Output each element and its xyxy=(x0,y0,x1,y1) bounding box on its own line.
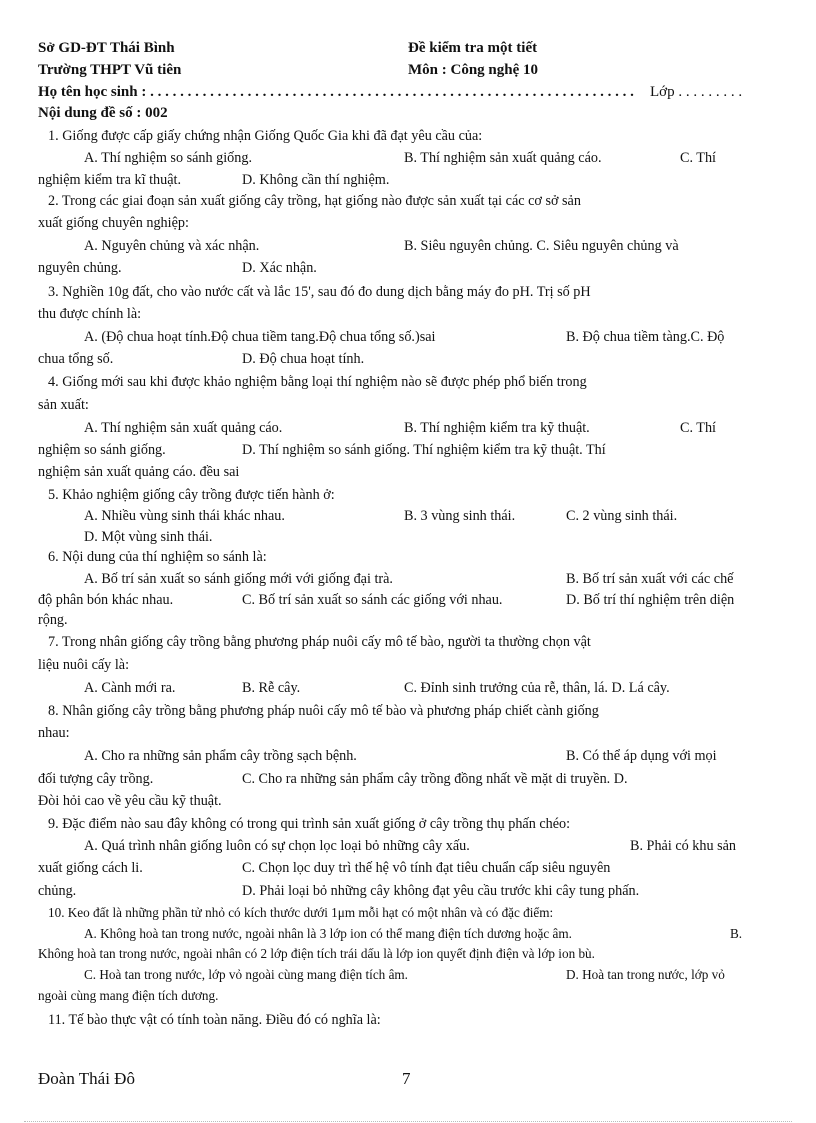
student-name-line: Họ tên học sinh : . . . . . . . . . . . . . . . . . . . . . . . . . . . . . . . . . . . . . . . . . . . . . . . . . . . . . . . . . . . . . . . . . xyxy=(38,84,634,100)
q8-option-a: A. Cho ra những sản phẩm cây trồng sạch bệnh. xyxy=(84,748,357,764)
exam-title: Đề kiểm tra một tiết xyxy=(408,40,538,56)
q6-option-d-cont: rộng. xyxy=(38,612,68,628)
page-bottom-divider xyxy=(24,1121,792,1122)
q10-option-a: A. Không hoà tan trong nước, ngoài nhân là 3 lớp ion có thể mang điện tích dương hoặc âm. xyxy=(84,926,572,941)
q9-option-d: D. Phải loại bỏ những cây không đạt yêu cầu trước khi cây tung phấn. xyxy=(242,883,640,899)
q1-option-d: D. Không cần thí nghiệm. xyxy=(242,172,390,188)
q6-option-b: B. Bố trí sản xuất với các chế xyxy=(566,571,734,587)
question-7-cont: liệu nuôi cấy là: xyxy=(38,657,130,673)
q8-option-c-d: C. Cho ra những sản phẩm cây trồng đồng nhất về mặt di truyền. D. xyxy=(242,771,628,787)
q10-option-c: C. Hoà tan trong nước, lớp vỏ ngoài cùng mang điện tích âm. xyxy=(84,967,408,982)
q5-option-c: C. 2 vùng sinh thái. xyxy=(566,508,678,524)
q3-option-b-c: B. Độ chua tiềm tàng.C. Độ xyxy=(566,329,725,345)
q4-option-b: B. Thí nghiệm kiểm tra kỹ thuật. xyxy=(404,420,590,436)
question-5: 5. Khảo nghiệm giống cây trồng được tiến hành ở: xyxy=(48,487,335,503)
q5-option-d: D. Một vùng sinh thái. xyxy=(84,529,213,545)
q2-option-a: A. Nguyên chủng và xác nhận. xyxy=(84,238,260,254)
q6-option-d: D. Bố trí thí nghiệm trên diện xyxy=(566,592,735,608)
q4-option-c: C. Thí xyxy=(680,420,717,436)
class-line: Lớp . . . . . . . . . xyxy=(650,84,743,100)
q4-option-c-cont: nghiệm so sánh giống. xyxy=(38,442,166,458)
question-11: 11. Tế bào thực vật có tính toàn năng. Điều đó có nghĩa là: xyxy=(48,1012,381,1028)
q5-option-a: A. Nhiều vùng sinh thái khác nhau. xyxy=(84,508,285,524)
question-4-cont: sản xuất: xyxy=(38,397,89,413)
subject-name: Môn : Công nghệ 10 xyxy=(408,62,539,78)
q3-option-a: A. (Độ chua hoạt tính.Độ chua tiềm tang.Độ chua tổng số.)sai xyxy=(84,329,436,345)
q8-option-b: B. Có thể áp dụng với mọi xyxy=(566,748,717,764)
q9-option-a: A. Quá trình nhân giống luôn có sự chọn lọc loại bỏ những cây xấu. xyxy=(84,838,470,854)
q3-option-d: D. Độ chua hoạt tính. xyxy=(242,351,365,367)
q2-option-c-cont: nguyên chủng. xyxy=(38,260,122,276)
school-name: Trường THPT Vũ tiên xyxy=(38,62,182,78)
q4-option-d: D. Thí nghiệm so sánh giống. Thí nghiệm kiểm tra kỹ thuật. Thí xyxy=(242,442,606,458)
q4-option-a: A. Thí nghiệm sản xuất quảng cáo. xyxy=(84,420,283,436)
q10-option-b-cont: Không hoà tan trong nước, ngoài nhân có 2 lớp điện tích trái dấu là lớp ion quyết định điện và lớp ion bù. xyxy=(38,946,595,961)
q1-option-a: A. Thí nghiệm so sánh giống. xyxy=(84,150,253,166)
q4-option-d-cont: nghiệm sản xuất quảng cáo. đều sai xyxy=(38,464,240,480)
q2-option-d: D. Xác nhận. xyxy=(242,260,317,276)
page-number: 7 xyxy=(402,1069,411,1088)
q3-option-c-cont: chua tổng số. xyxy=(38,351,114,367)
question-3: 3. Nghiền 10g đất, cho vào nước cất và lắc 15', sau đó đo dung dịch bằng máy đo pH. Trị số pH xyxy=(48,284,591,300)
question-4: 4. Giống mới sau khi được khảo nghiệm bằng loại thí nghiệm nào sẽ được phép phổ biến trong xyxy=(48,374,587,390)
q1-option-b: B. Thí nghiệm sản xuất quảng cáo. xyxy=(404,150,602,166)
q6-option-a: A. Bố trí sản xuất so sánh giống mới với giống đại trà. xyxy=(84,571,393,587)
q8-option-d-cont: Đòi hỏi cao về yêu cầu kỹ thuật. xyxy=(38,793,222,809)
question-8-cont: nhau: xyxy=(38,725,70,741)
footer-author: Đoàn Thái Đô xyxy=(38,1069,135,1088)
q5-option-b: B. 3 vùng sinh thái. xyxy=(404,508,516,524)
q10-option-d: D. Hoà tan trong nước, lớp vỏ xyxy=(566,967,725,982)
department-name: Sở GD-ĐT Thái Bình xyxy=(38,40,175,56)
q7-option-c-d: C. Đỉnh sinh trưởng của rễ, thân, lá. D. Lá cây. xyxy=(404,680,670,696)
q7-option-b: B. Rễ cây. xyxy=(242,680,301,696)
question-6: 6. Nội dung của thí nghiệm so sánh là: xyxy=(48,549,267,565)
q6-option-b-cont: độ phân bón khác nhau. xyxy=(38,592,174,608)
q9-option-b-cont: xuất giống cách li. xyxy=(38,860,143,876)
q10-option-b: B. xyxy=(730,926,743,941)
q1-option-c: C. Thí xyxy=(680,150,717,166)
q9-option-b: B. Phải có khu sản xyxy=(630,838,737,854)
q10-option-d-cont: ngoài cùng mang điện tích dương. xyxy=(38,988,219,1003)
question-9: 9. Đặc điểm nào sau đây không có trong qui trình sản xuất giống ở cây trồng thụ phấn chéo: xyxy=(48,816,571,832)
question-8: 8. Nhân giống cây trồng bằng phương pháp nuôi cấy mô tế bào và phương pháp chiết cành giống xyxy=(48,703,599,719)
question-7: 7. Trong nhân giống cây trồng bằng phương pháp nuôi cấy mô tế bào, người ta thường chọn vật xyxy=(48,634,591,650)
q2-option-b-c: B. Siêu nguyên chủng. C. Siêu nguyên chủng và xyxy=(404,238,679,254)
q1-option-c-cont: nghiệm kiểm tra kĩ thuật. xyxy=(38,172,182,188)
question-10: 10. Keo đất là những phần tử nhỏ có kích thước dưới 1μm mỗi hạt có một nhân và có đặc điểm: xyxy=(48,905,554,920)
q9-option-c: C. Chọn lọc duy trì thế hệ vô tính đạt tiêu chuẩn cấp siêu nguyên xyxy=(242,860,611,876)
q9-option-c-cont: chủng. xyxy=(38,883,77,899)
question-1: 1. Giống được cấp giấy chứng nhận Giống Quốc Gia khi đã đạt yêu cầu của: xyxy=(48,128,483,144)
question-2-cont: xuất giống chuyên nghiệp: xyxy=(38,215,189,231)
exam-code: Nội dung đề số : 002 xyxy=(38,105,168,121)
question-3-cont: thu được chính là: xyxy=(38,306,142,322)
q6-option-c: C. Bố trí sản xuất so sánh các giống với nhau. xyxy=(242,592,503,608)
q7-option-a: A. Cành mới ra. xyxy=(84,680,176,696)
question-2: 2. Trong các giai đoạn sản xuất giống cây trồng, hạt giống nào được sản xuất tại các cơ sở sản xyxy=(48,193,581,209)
q8-option-b-cont: đối tượng cây trồng. xyxy=(38,771,154,787)
